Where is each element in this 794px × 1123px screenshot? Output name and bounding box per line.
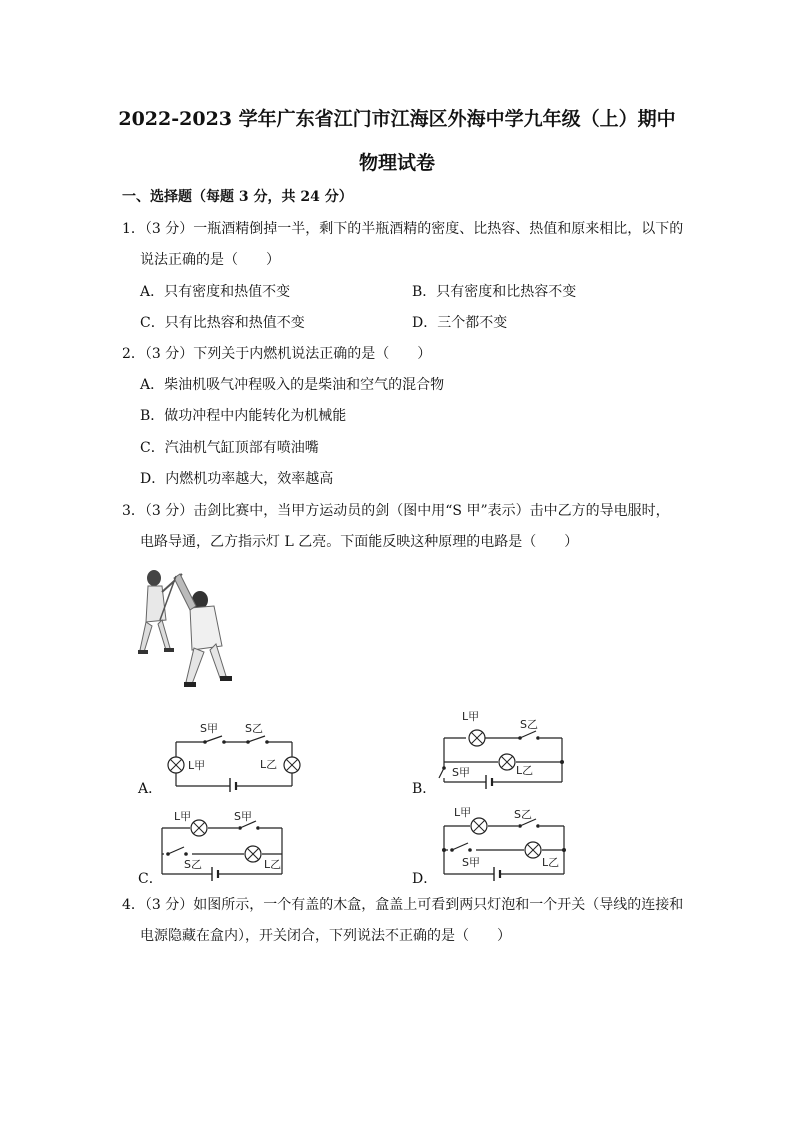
- circuit-b-s-jia: S甲: [452, 766, 470, 779]
- q1-option-c: C．只有比热容和热值不变: [140, 315, 305, 331]
- q1-option-b: B．只有密度和比热容不变: [412, 284, 577, 300]
- q2-option-c: C．汽油机气缸顶部有喷油嘴: [140, 440, 319, 456]
- q3-option-a-label: A．: [138, 781, 163, 797]
- section-heading: 一、选择题（每题 3 分，共 24 分）: [122, 189, 353, 205]
- q1-option-a: A．只有密度和热值不变: [140, 284, 291, 300]
- circuit-d-l-yi: L乙: [542, 856, 560, 869]
- q1-stem-line1: 1．（3 分）一瓶酒精倒掉一半，剩下的半瓶酒精的密度、比热容、热值和原来相比，以下的: [122, 221, 684, 237]
- circuit-b: [438, 706, 568, 796]
- q1-stem-line2: 说法正确的是（ ）: [140, 252, 280, 268]
- circuit-b-l-yi: L乙: [516, 764, 534, 777]
- circuit-b-l-jia: L甲: [462, 710, 480, 723]
- circuit-d-s-yi: S乙: [514, 808, 532, 821]
- circuit-a-s-yi: S乙: [245, 722, 263, 735]
- q3-option-d-label: D．: [412, 871, 438, 887]
- circuit-d: [436, 800, 576, 884]
- fencing-photo: [134, 560, 234, 695]
- q3-option-c-label: C．: [138, 871, 163, 887]
- circuit-d-l-jia: L甲: [454, 806, 472, 819]
- q2-option-a: A．柴油机吸气冲程吸入的是柴油和空气的混合物: [140, 377, 445, 393]
- circuit-c-s-jia: S甲: [234, 810, 252, 823]
- circuit-c-l-jia: L甲: [174, 810, 192, 823]
- exam-title-line1: 2022-2023 学年广东省江门市江海区外海中学九年级（上）期中: [118, 108, 676, 130]
- circuit-c-s-yi: S乙: [184, 858, 202, 871]
- circuit-d-s-jia: S甲: [462, 856, 480, 869]
- circuit-b-s-yi: S乙: [520, 718, 538, 731]
- q2-stem: 2．（3 分）下列关于内燃机说法正确的是（ ）: [122, 346, 432, 362]
- q3-option-b-label: B．: [412, 781, 437, 797]
- q4-stem-line1: 4．（3 分）如图所示，一个有盖的木盒，盒盖上可看到两只灯泡和一个开关（导线的连接和: [122, 897, 684, 913]
- circuit-c-l-yi: L乙: [264, 858, 282, 871]
- circuit-c: [154, 804, 294, 884]
- q2-option-b: B．做功冲程中内能转化为机械能: [140, 408, 347, 424]
- q4-stem-line2: 电源隐藏在盒内），开关闭合，下列说法不正确的是（ ）: [140, 928, 511, 944]
- q1-option-d: D．三个都不变: [412, 315, 508, 331]
- circuit-a: [160, 712, 310, 792]
- exam-title-line2: 物理试卷: [358, 152, 435, 174]
- circuit-a-l-jia: L甲: [188, 759, 206, 772]
- q3-stem-line2: 电路导通，乙方指示灯 L 乙亮。下面能反映这种原理的电路是（ ）: [140, 534, 579, 550]
- circuit-a-s-jia: S甲: [200, 722, 218, 735]
- q2-option-d: D．内燃机功率越大，效率越高: [140, 471, 334, 487]
- circuit-a-l-yi: L乙: [260, 758, 278, 771]
- q3-stem-line1: 3．（3 分）击剑比赛中，当甲方运动员的剑（图中用“S 甲”表示）击中乙方的导电服时，: [122, 503, 670, 519]
